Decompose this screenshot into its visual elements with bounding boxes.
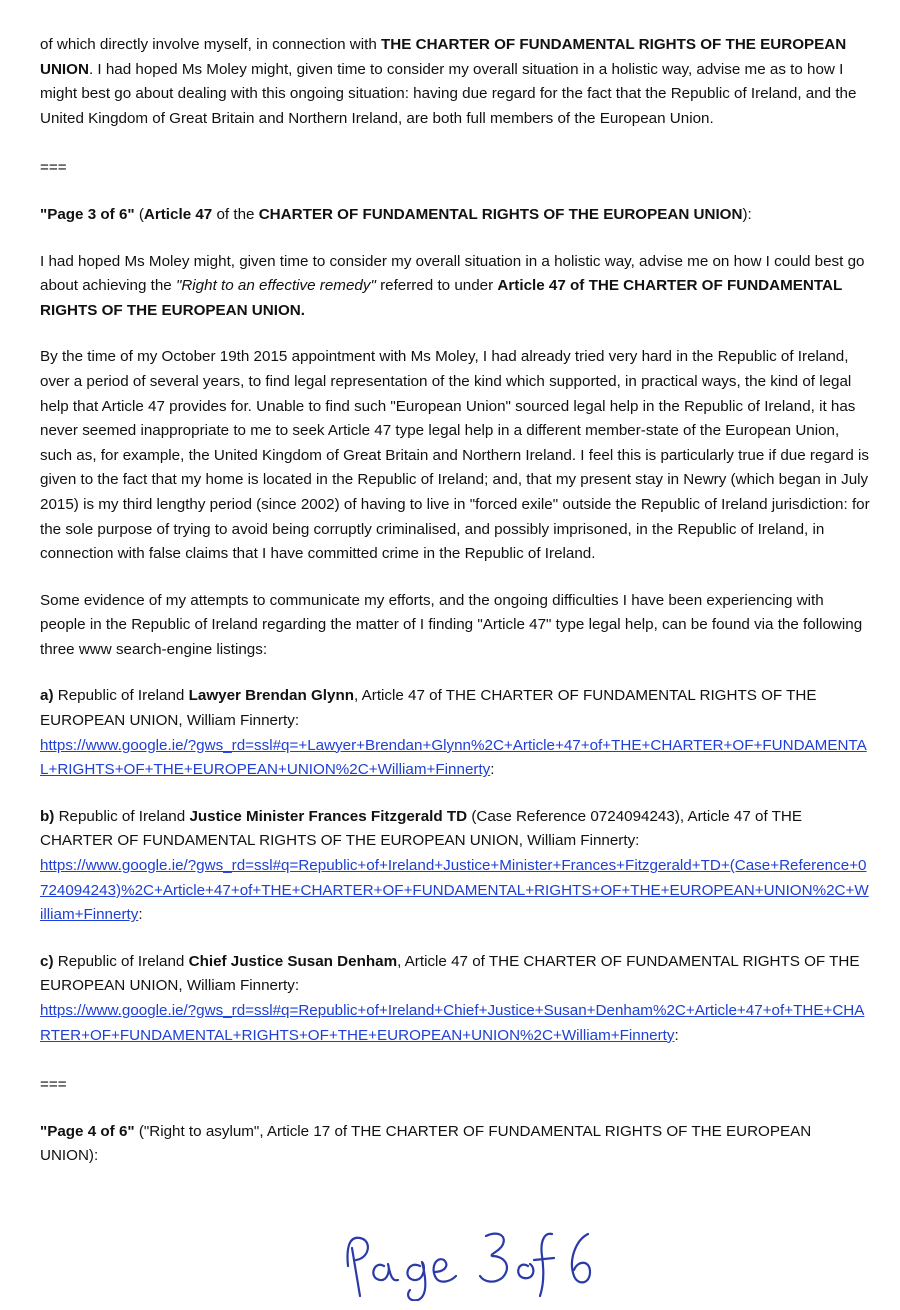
effective-remedy-paragraph: I had hoped Ms Moley might, given time to consider my overall situation in a holistic way, advise me on how I could best go about achieving the "Right to an effective remedy" referred to under Article 47 of THE CHARTER OF FUNDAMENTAL RIGHTS OF THE EUROPEAN UNION. xyxy=(40,252,865,319)
list-item-a: a) Republic of Ireland Lawyer Brendan Glynn, Article 47 of THE CHARTER OF FUNDAMENTAL RIGHTS OF THE EUROPEAN UNION, William Finnerty: https://www.google.ie/?gws_rd=ssl#q=+Lawyer+Brendan+Glynn%2C+Article+47+of+THE+CHARTER+OF+FUNDAMENTAL+RIGHTS+OF+THE+EUROPEAN+UNION%2C+William+Finnerty: xyxy=(40,687,867,779)
section-heading-page-3: "Page 3 of 6" (Article 47 of the CHARTER OF FUNDAMENTAL RIGHTS OF THE EUROPEAN UNION): xyxy=(40,205,752,223)
list-item-b: b) Republic of Ireland Justice Minister Frances Fitzgerald TD (Case Reference 0724094243), Article 47 of THE CHARTER OF FUNDAMENTAL RIGHTS OF THE EUROPEAN UNION, William Finnerty: https://www.google.ie/?gws_rd=ssl#q=Republic+of+Ireland+Justice+Minister+Frances+Fitzgerald+TD+(Case+Reference+0724094243)%2C+Article+47+of+THE+CHARTER+OF+FUNDAMENTAL+RIGHTS+OF+THE+EUROPEAN+UNION%2C+William+Finnerty: xyxy=(40,807,869,924)
handwritten-page-number xyxy=(338,1226,598,1301)
section-heading-page-4: "Page 4 of 6" ("Right to asylum", Article 17 of THE CHARTER OF FUNDAMENTAL RIGHTS OF THE EUROPEAN UNION): xyxy=(40,1122,812,1165)
search-link-a[interactable]: https://www.google.ie/?gws_rd=ssl#q=+Lawyer+Brendan+Glynn%2C+Article+47+of+THE+CHARTER+OF+FUNDAMENTAL+RIGHTS+OF+THE+EUROPEAN+UNION%2C+William+Finnerty xyxy=(40,736,867,779)
search-link-b[interactable]: https://www.google.ie/?gws_rd=ssl#q=Republic+of+Ireland+Justice+Minister+Frances+Fitzgerald+TD+(Case+Reference+0724094243)%2C+Article+47+of+THE+CHARTER+OF+FUNDAMENTAL+RIGHTS+OF+THE+EUROPEAN+UNION%2C+William+Finnerty xyxy=(40,857,869,924)
list-item-c: c) Republic of Ireland Chief Justice Susan Denham, Article 47 of THE CHARTER OF FUNDAMENTAL RIGHTS OF THE EUROPEAN UNION, William Finnerty: https://www.google.ie/?gws_rd=ssl#q=Republic+of+Ireland+Chief+Justice+Susan+Denham%2C+Article+47+of+THE+CHARTER+OF+FUNDAMENTAL+RIGHTS+OF+THE+EUROPEAN+UNION%2C+William+Finnerty: xyxy=(40,952,865,1044)
evidence-paragraph: Some evidence of my attempts to communicate my efforts, and the ongoing difficulties I have been experiencing with people in the Republic of Ireland regarding the matter of I finding "Article 47" type legal help, can be found via the following three www search-engine listings: xyxy=(40,591,863,658)
separator: === xyxy=(40,159,67,177)
intro-paragraph: of which directly involve myself, in connection with THE CHARTER OF FUNDAMENTAL RIGHTS OF THE EUROPEAN UNION. I had hoped Ms Moley might, given time to consider my overall situation in a holistic way, advise me as to how I might best go about dealing with this ongoing situation: having due regard for the fact that the Republic of Ireland, and the United Kingdom of Great Britain and Northern Ireland, are both full members of the European Union. xyxy=(40,36,857,127)
charter-title: THE CHARTER OF FUNDAMENTAL RIGHTS OF THE EUROPEAN UNION xyxy=(40,36,847,78)
appointment-paragraph: By the time of my October 19th 2015 appointment with Ms Moley, I had already tried very hard in the Republic of Ireland, over a period of several years, to find legal representation of the kind which supported, in practical ways, the kind of legal help that Article 47 provides for. Unable to find such "European Union" sourced legal help in the Republic of Ireland, it has never seemed inappropriate to me to seek Article 47 type legal help in a different member-state of the European Union, such as, for example, the United Kingdom of Great Britain and Northern Ireland. I feel this is particularly true if due regard is given to the fact that my home is located in the Republic of Ireland; and, that my present stay in Newry (which began in July 2015) is my third lengthy period (since 2002) of having to live in "forced exile" outside the Republic of Ireland jurisdiction: for the sole purpose of trying to avoid being corruptly criminalised, and possibly imprisoned, in the Republic of Ireland, in connection with false claims that I have committed crime in the Republic of Ireland. xyxy=(40,348,870,563)
search-link-c[interactable]: https://www.google.ie/?gws_rd=ssl#q=Republic+of+Ireland+Chief+Justice+Susan+Denham%2C+Article+47+of+THE+CHARTER+OF+FUNDAMENTAL+RIGHTS+OF+THE+EUROPEAN+UNION%2C+William+Finnerty xyxy=(40,1002,865,1044)
handwriting-drawing xyxy=(338,1226,598,1301)
separator: === xyxy=(40,1076,67,1094)
